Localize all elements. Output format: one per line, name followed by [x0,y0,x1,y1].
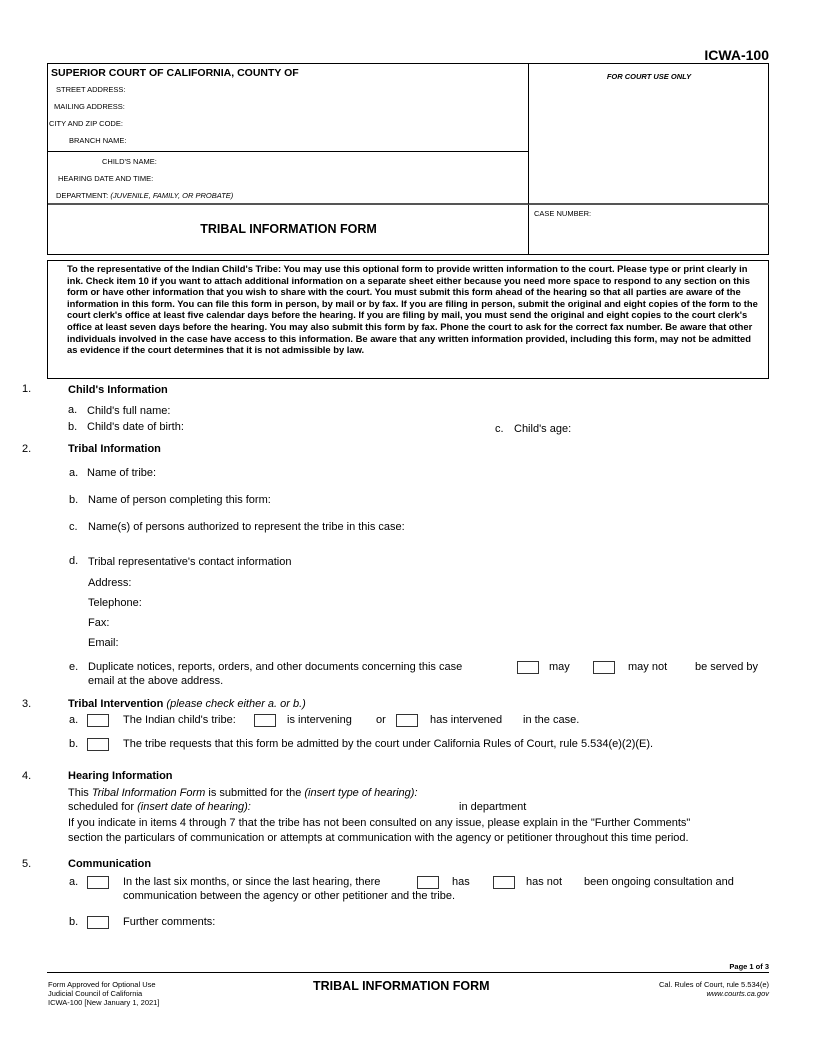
court-use-only-box [529,64,769,205]
email-field[interactable]: Email: [88,637,119,649]
s2-a-letter: a. [69,467,79,479]
has-not-checkbox[interactable] [493,876,515,889]
s2-title: Tribal Information [68,443,161,455]
tribe-intervention-checkbox[interactable] [87,714,109,727]
s4-line1-pre: This [68,787,92,799]
fax-field[interactable]: Fax: [88,617,110,629]
s2-b-letter: b. [69,494,79,506]
s2-c-letter: c. [69,521,78,533]
department-field-s4[interactable]: in department [459,801,527,813]
may-not-label: may not [628,661,668,673]
may-checkbox[interactable] [517,661,539,674]
case-number-box[interactable] [529,205,769,255]
court-use-only-label: FOR COURT USE ONLY [606,72,692,81]
s3-heading [68,698,306,710]
s3-a-text: The Indian child's tribe: [123,714,236,726]
hearing-date-field[interactable] [68,801,251,813]
childs-full-name-field[interactable]: Child's full name: [87,405,171,417]
footer-rule: Cal. Rules of Court, rule 5.534(e) [658,980,769,989]
s4-form-name: Tribal Information Form [91,787,206,799]
hearing-type-field[interactable] [68,787,418,799]
name-of-tribe-field[interactable]: Name of tribe: [87,467,157,479]
department-label: DEPARTMENT: [56,191,109,200]
court-info-section [48,64,529,152]
page-number: Page 1 of 3 [729,962,769,971]
s3-a-letter: a. [69,714,79,726]
s4-number: 4. [22,770,32,782]
s2-e-text: Duplicate notices, reports, orders, and other documents concerning this case [88,661,463,673]
s1-title: Child's Information [68,384,168,396]
authorized-persons-field[interactable]: Name(s) of persons authorized to represent the tribe in this case: [88,521,405,533]
communication-checkbox[interactable] [87,876,109,889]
street-address-label[interactable]: STREET ADDRESS: [56,85,126,94]
person-completing-field[interactable]: Name of person completing this form: [88,494,271,506]
s3-b-letter: b. [69,738,79,750]
s1-a-letter: a. [68,404,78,416]
form-title-section [48,205,529,255]
child-info-section [48,152,529,205]
may-not-checkbox[interactable] [593,661,615,674]
case-number-label: CASE NUMBER: [534,209,592,218]
s4-title: Hearing Information [68,770,173,782]
s5-a-line2: communication between the agency or other petitioner and the tribe. [123,890,456,902]
s2-number: 2. [22,443,32,455]
further-comments-checkbox[interactable] [87,916,109,929]
childs-name-label[interactable]: CHILD'S NAME: [102,157,157,166]
s2-d-letter: d. [69,555,79,567]
mailing-address-label[interactable]: MAILING ADDRESS: [54,102,125,111]
s5-a-tail: been ongoing consultation and [584,876,734,888]
court-title: SUPERIOR COURT OF CALIFORNIA, COUNTY OF [51,67,299,79]
is-intervening-label: is intervening [287,714,352,726]
has-intervened-label: has intervened [430,714,503,726]
city-zip-label[interactable]: CITY AND ZIP CODE: [49,119,123,128]
footer-website-link[interactable]: www.courts.ca.gov [706,989,769,998]
address-field[interactable]: Address: [88,577,132,589]
s1-number: 1. [22,383,32,395]
s5-number: 5. [22,858,32,870]
childs-age-field[interactable]: Child's age: [514,423,572,435]
has-checkbox[interactable] [417,876,439,889]
s5-b-letter: b. [69,916,79,928]
has-intervened-checkbox[interactable] [396,714,418,727]
form-id: ICWA-100 [704,47,769,63]
s2-e-letter: e. [69,661,79,673]
s1-c-letter: c. [495,423,504,435]
branch-name-label[interactable]: BRANCH NAME: [69,136,127,145]
s4-line1-mid: is submitted for the [205,787,305,799]
s2-e-line2: email at the above address. [88,675,224,687]
s3-b-text: The tribe requests that this form be admitted by the court under California Rules of Court, rule 5.534(e)(2)(E). [123,738,654,750]
s4-hearing-type-hint: (insert type of hearing): [304,787,418,799]
s2-d-label: Tribal representative's contact information [88,556,292,568]
admit-form-checkbox[interactable] [87,738,109,751]
s4-note-line1: If you indicate in items 4 through 7 that the tribe has not been consulted on any issue, please explain in the "Further Comments" [68,817,691,829]
s3-a-tail: in the case. [523,714,580,726]
footer-left-2: Judicial Council of California [48,989,143,998]
s3-number: 3. [22,698,32,710]
footer-left-3: ICWA-100 [New January 1, 2021] [48,998,160,1007]
s5-a-text: In the last six months, or since the last hearing, there [123,876,381,888]
s1-b-letter: b. [68,421,78,433]
department-hint: (JUVENILE, FAMILY, OR PROBATE) [110,191,234,200]
s3-hint: (please check either a. or b.) [166,698,306,710]
caption-box [47,63,769,255]
footer-left-1: Form Approved for Optional Use [48,980,156,989]
childs-dob-field[interactable]: Child's date of birth: [87,421,184,433]
form-title: TRIBAL INFORMATION FORM [200,222,377,236]
s4-note-line2: section the particulars of communication or attempts at communication with the agency or petitioner throughout this time period. [68,832,689,844]
has-label: has [452,876,470,888]
footer-title: TRIBAL INFORMATION FORM [313,979,490,993]
further-comments-field[interactable]: Further comments: [123,916,216,928]
has-not-label: has not [526,876,563,888]
s4-line2-pre: scheduled for [68,801,138,813]
s5-a-letter: a. [69,876,79,888]
instructions-box: To the representative of the Indian Child's Tribe: You may use this optional form to provide written information to the court. Please type or print clearly in ink. Check item 10 if you want to attach additional information on a separate sheet either because you need more space to respond to any section on this form or have other information that you wish to share with the court. You must submit this form ahead of the hearing so that all parties are aware of the information in this form. You can file this form in person, by mail or by fax. If you are filing in person, submit the original and eight copies of the form to the court clerk's office at least five calendar days before the hearing. If you are filing by mail, you must send the original and eight copies to the court clerk's office at least seven days before the hearing. You may also submit this form by fax. Phone the court to ask for the correct fax number. Be aware that other individuals involved in the case have access to this information. Be aware that any written information provided, including this form, may not be admitted as evidence if the court determines that it is not admissible by law. [47,260,769,379]
or-label: or [376,714,386,726]
may-label: may [549,661,570,673]
footer-divider [47,972,769,973]
department-field[interactable] [56,191,233,200]
s3-title: Tribal Intervention [68,698,164,710]
telephone-field[interactable]: Telephone: [88,597,142,609]
hearing-date-time-label[interactable]: HEARING DATE AND TIME: [58,174,154,183]
s2-e-tail: be served by [695,661,758,673]
s4-hearing-date-hint: (insert date of hearing): [137,801,251,813]
is-intervening-checkbox[interactable] [254,714,276,727]
s5-title: Communication [68,858,152,870]
